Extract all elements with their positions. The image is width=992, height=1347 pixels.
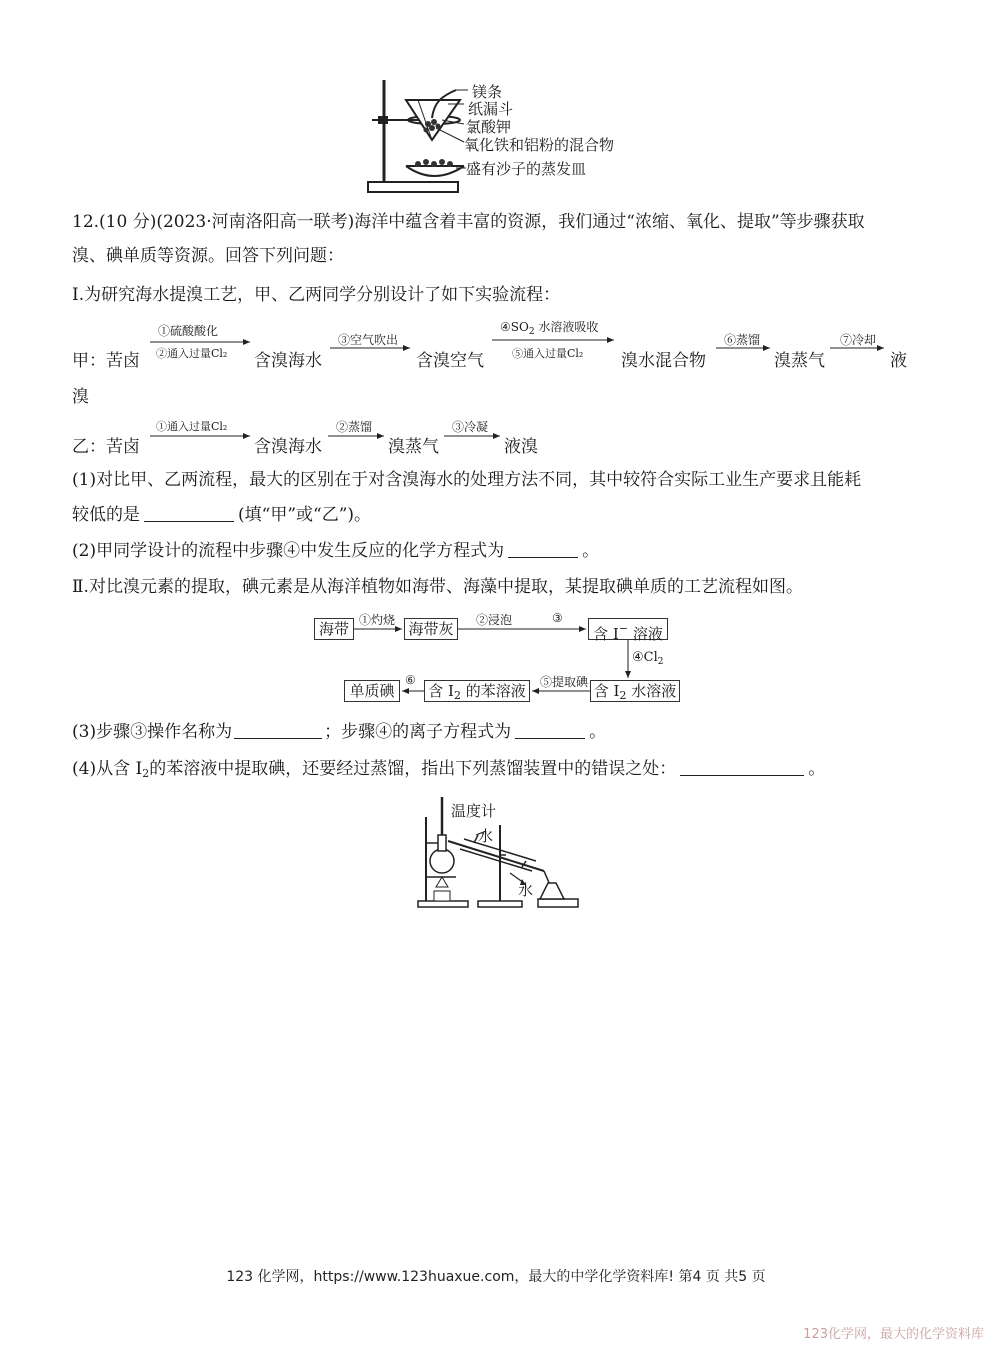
iodine-box5-b: 的苯溶液 (460, 682, 526, 700)
q4-sub: 2 (142, 767, 150, 780)
watermark: 123化学网，最大的化学资料库 (803, 1327, 984, 1342)
iodine-box4-b: 水溶液 (626, 682, 677, 700)
page-footer: 123 化学网，https://www.123huaxue.com，最大的中学化学资料库! 第4 页 共5 页 (226, 1269, 766, 1285)
flow-jia-step5: ⑦冷却 (840, 333, 877, 347)
iodine-step3: ③ (552, 611, 563, 625)
iodine-box3-b: 溶液 (628, 625, 663, 643)
flow-jia-node3: 溴水混合物 (621, 351, 706, 371)
label-paper-funnel: 纸漏斗 (468, 100, 514, 118)
iodine-step1: ①灼烧 (359, 613, 396, 627)
flow-yi-node3: 液溴 (504, 437, 538, 457)
iodine-box5-sub: 2 (453, 689, 461, 702)
q3-a: (3)步骤③操作名称为 (72, 722, 233, 742)
flow-jia-node2: 含溴空气 (416, 351, 484, 371)
flow-jia-prefix: 甲：苦卤 (72, 351, 140, 371)
flow-jia-step2: ③空气吹出 (338, 333, 399, 347)
iodine-box3-a: 含 I (593, 625, 619, 643)
label-water-out: 水 (518, 881, 534, 899)
q4-line (72, 758, 825, 785)
flow-yi-node2: 溴蒸气 (388, 437, 439, 457)
label-mixture: 氧化铁和铝粉的混合物 (464, 136, 615, 154)
flow-yi-prefix: 乙：苦卤 (72, 437, 140, 457)
q1-line2-a: 较低的是 (72, 505, 140, 525)
flow-yi-step2: ②蒸馏 (336, 420, 373, 434)
flow-jia-step1-top: ①硫酸酸化 (158, 324, 219, 338)
flow-jia-node5: 液 (890, 351, 907, 371)
iodine-box4-a: 含 I (593, 682, 620, 700)
flow-jia-step3-bottom: ⑤通入过量Cl₂ (512, 347, 584, 360)
question-stem-line1: 12.(10 分)(2023·河南洛阳高一联考)海洋中蕴含着丰富的资源，我们通过“浓缩、氧化、提取”等步骤获取 (72, 212, 865, 232)
flow-jia-step3-top-sub: 2 (528, 327, 535, 337)
flow-yi-step1: ①通入过量Cl₂ (156, 420, 228, 433)
iodine-box4-sub: 2 (619, 689, 627, 702)
iodine-step4-a: ④Cl (632, 650, 658, 665)
q3-b: ；步骤④的离子方程式为 (324, 722, 512, 742)
q3-answer-blank-1[interactable] (234, 722, 322, 739)
q4-b: 的苯溶液中提取碘，还要经过蒸馏，指出下列蒸馏装置中的错误之处： (149, 759, 677, 779)
flow-jia-node5-wrap: 溴 (72, 387, 89, 407)
q4-end: 。 (808, 759, 826, 779)
flow-yi-step3: ③冷凝 (452, 420, 489, 434)
iodine-box-elemental: 单质碘 (344, 680, 400, 702)
q3-answer-blank-2[interactable] (515, 722, 585, 739)
q3-line (72, 721, 606, 743)
label-potassium-chlorate: 氯酸钾 (466, 118, 512, 136)
label-magnesium: 镁条 (472, 83, 503, 101)
question-stem-line2: 溴、碘单质等资源。回答下列问题： (72, 246, 344, 266)
q1-line2-b: (填“甲”或“乙”)。 (238, 505, 372, 525)
distillation-apparatus-figure (414, 795, 594, 913)
part1-intro: Ⅰ.为研究海水提溴工艺，甲、乙两同学分别设计了如下实验流程： (72, 285, 561, 305)
label-thermometer: 温度计 (451, 802, 497, 820)
flow-jia-step1-bottom: ②通入过量Cl₂ (156, 347, 228, 360)
flow-jia-step3-top-c: 水溶液吸收 (534, 320, 599, 334)
iodine-step2: ②浸泡 (476, 613, 513, 627)
iodine-box5-a: 含 I (428, 682, 454, 700)
iodine-box-kelp: 海带 (314, 618, 354, 640)
flow-jia-step4: ⑥蒸馏 (724, 333, 761, 347)
q4-a: (4)从含 I (72, 759, 143, 779)
q3-end: 。 (589, 722, 607, 742)
iodine-box-ash: 海带灰 (404, 618, 458, 640)
flow-yi-node1: 含溴海水 (254, 437, 322, 457)
q2-end: 。 (582, 541, 600, 561)
label-dish: 盛有沙子的蒸发皿 (466, 160, 587, 178)
iodine-step5: ⑤提取碘 (540, 675, 589, 689)
flow-jia-node1: 含溴海水 (254, 351, 322, 371)
flow-jia-step3-top-a: ④SO (500, 320, 529, 334)
iodine-step6: ⑥ (405, 673, 416, 687)
flow-jia-node4: 溴蒸气 (774, 351, 825, 371)
part2-intro: Ⅱ.对比溴元素的提取，碘元素是从海洋植物如海带、海藻中提取，某提取碘单质的工艺流程如图。 (72, 577, 803, 597)
iodine-box3-sup: − (618, 622, 629, 635)
label-water-in: 水 (478, 827, 494, 845)
q4-answer-blank[interactable] (680, 759, 804, 776)
q1-line1: (1)对比甲、乙两流程，最大的区别在于对含溴海水的处理方法不同，其中较符合实际工业生产要求且能耗 (72, 470, 862, 490)
q2-text: (2)甲同学设计的流程中步骤④中发生反应的化学方程式为 (72, 541, 505, 561)
iodine-step4-sub: 2 (657, 657, 664, 667)
